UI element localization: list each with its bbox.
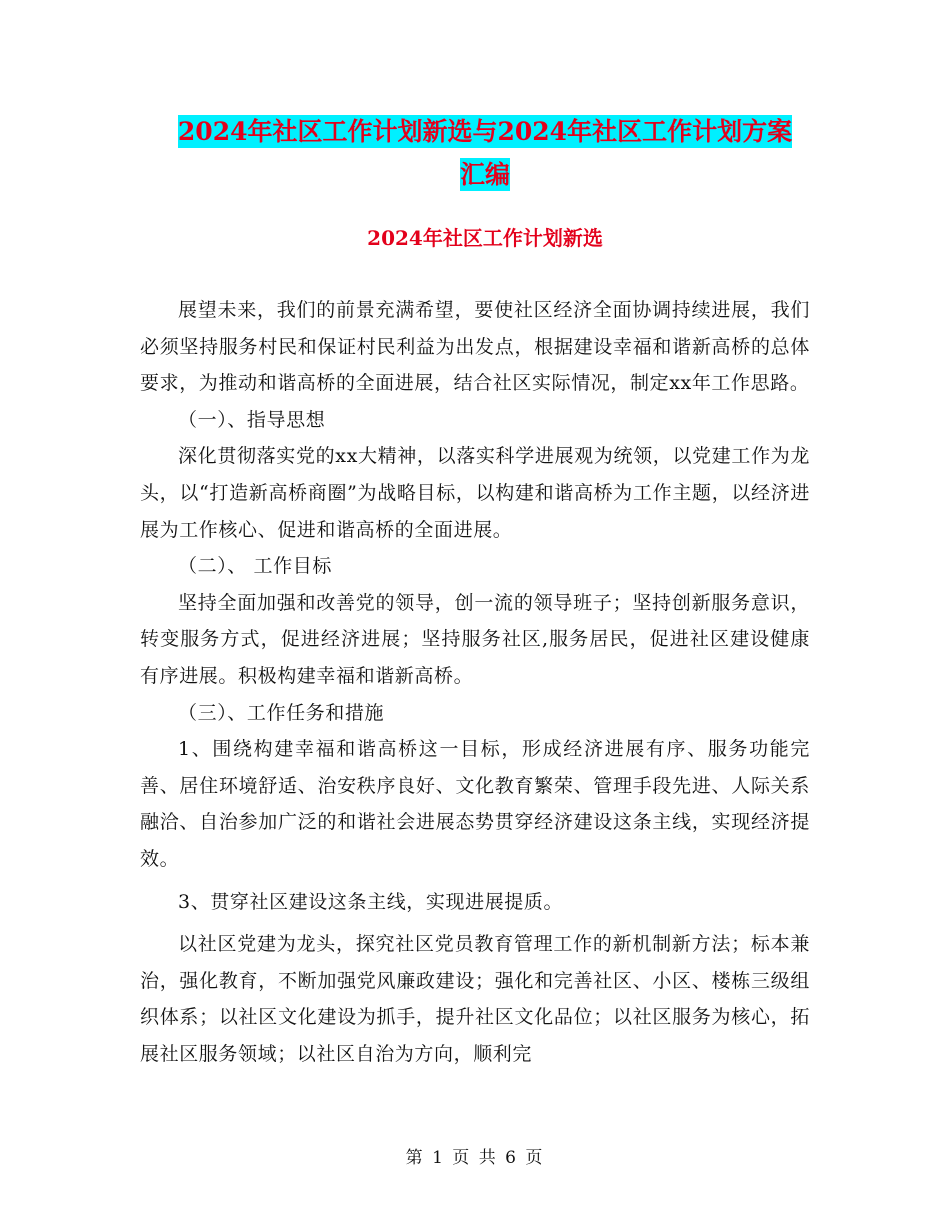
heading-work-goals: （二）、 工作目标 — [178, 555, 332, 578]
paragraph: 1、围绕构建幸福和谐高桥这一目标，形成经济进展有序、服务功能完善、居住环境舒适、治安秩序良好、文化教育繁荣、管理手段先进、人际关系融洽、自治参加广泛的和谐社会进展态势贯穿经济建设这条主线，实现经济提效。 — [140, 738, 810, 870]
page-footer: 第 1 页 共 6 页 — [405, 1148, 545, 1168]
heading-tasks-measures: （三）、工作任务和措施 — [178, 701, 385, 724]
title-highlight: 2024年社区工作计划新选与2024年社区工作计划方案 — [177, 117, 793, 146]
heading-guiding-thought: （一）、指导思想 — [178, 408, 326, 431]
paragraph: 坚持全面加强和改善党的领导，创一流的领导班子；坚持创新服务意识，转变服务方式，促进经济进展；坚持服务社区,服务居民，促进社区建设健康有序进展。积极构建幸福和谐新高桥。 — [140, 591, 810, 687]
paragraph: 以社区党建为龙头，探究社区党员教育管理工作的新机制新方法；标本兼治，强化教育，不断加强党风廉政建设；强化和完善社区、小区、楼栋三级组织体系；以社区文化建设为抓手，提升社区文化品位；以社区服务为核心，拓展社区服务领域；以社区自治为方向，顺利完 — [140, 933, 810, 1065]
paragraph: 深化贯彻落实党的xx大精神，以落实科学进展观为统领，以党建工作为龙头，以“打造新高桥商圈”为战略目标，以构建和谐高桥为工作主题，以经济进展为工作核心、促进和谐高桥的全面进展。 — [140, 445, 810, 541]
title-highlight: 汇编 — [459, 160, 510, 189]
paragraph: 3、贯穿社区建设这条主线，实现进展提质。 — [178, 890, 564, 913]
section-title: 2024年社区工作计划新选 — [367, 226, 603, 250]
paragraph: 展望未来，我们的前景充满希望，要使社区经济全面协调持续进展，我们必须坚持服务村民和保证村民利益为出发点，根据建设幸福和谐新高桥的总体要求，为推动和谐高桥的全面进展，结合社区实际情况，制定xx年工作思路。 — [140, 299, 810, 395]
document-body — [140, 292, 810, 1072]
document-title-line-2 — [140, 155, 830, 195]
document-title-line-1 — [140, 112, 830, 152]
